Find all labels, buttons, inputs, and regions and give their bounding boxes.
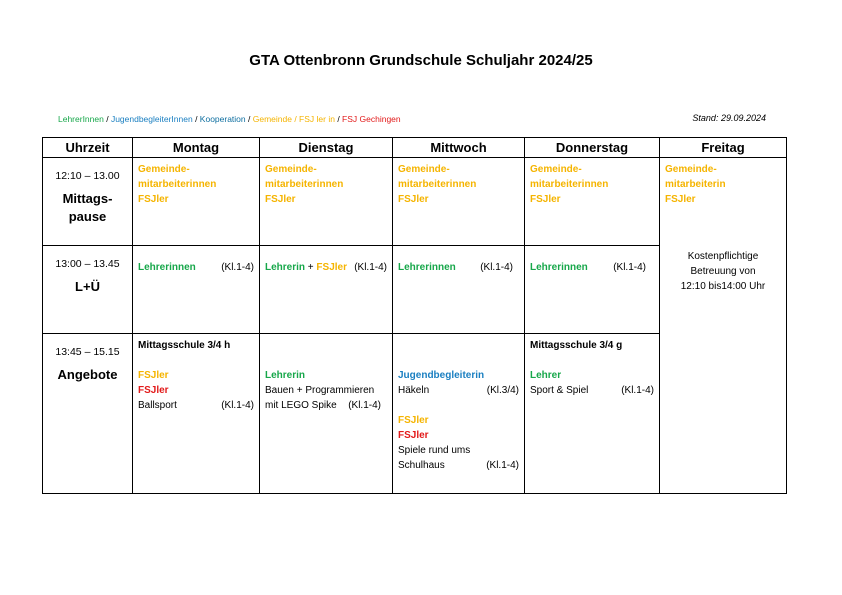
cell-text: mitarbeiterinnen bbox=[398, 179, 477, 190]
cell-mo-angebote bbox=[133, 334, 260, 494]
time-range: 13:45 – 15.15 bbox=[55, 346, 120, 358]
cell-text: mitarbeiterinnen bbox=[530, 179, 609, 190]
klassen-label: (Kl.1-4) bbox=[348, 400, 381, 411]
header-mittwoch: Mittwoch bbox=[393, 138, 525, 158]
cell-di-lue bbox=[260, 246, 393, 334]
klassen-label: (Kl.1-4) bbox=[221, 262, 254, 273]
cell-text: Spiele rund ums bbox=[398, 445, 471, 456]
row-label bbox=[43, 190, 132, 226]
cell-text: + bbox=[305, 262, 317, 273]
legend-separator: / bbox=[192, 114, 200, 124]
time-cell bbox=[43, 334, 133, 494]
cell-text: Häkeln bbox=[398, 385, 430, 396]
cell-mo-lue bbox=[133, 246, 260, 334]
cell-text: FSJler bbox=[665, 194, 696, 205]
schedule-table bbox=[42, 137, 787, 494]
time-cell bbox=[43, 246, 133, 334]
legend-fsj-gechingen: FSJ Gechingen bbox=[342, 114, 401, 124]
legend-separator: / bbox=[103, 114, 111, 124]
cell-text: Mittagsschule 3/4 h bbox=[138, 340, 231, 351]
page-title: GTA Ottenbronn Grundschule Schuljahr 2024/25 bbox=[249, 52, 593, 69]
cell-text: Sport & Spiel bbox=[530, 385, 589, 396]
cell-fr bbox=[660, 158, 787, 494]
klassen-label: (Kl.1-4) bbox=[480, 262, 513, 273]
header-dienstag: Dienstag bbox=[260, 138, 393, 158]
header-montag: Montag bbox=[133, 138, 260, 158]
cell-text: FSJler bbox=[138, 385, 169, 396]
cell-text: FSJler bbox=[398, 194, 429, 205]
row-label-line: Mittags- bbox=[62, 191, 113, 206]
cell-text: FSJler bbox=[530, 194, 561, 205]
cell-text: FSJler bbox=[316, 262, 347, 273]
header-row bbox=[43, 138, 787, 158]
klassen-label: (Kl.3/4) bbox=[486, 385, 519, 396]
legend-fsjlerin: FSJ ler in bbox=[299, 114, 335, 124]
klassen-label: (Kl.1-4) bbox=[354, 262, 387, 273]
klassen-label: (Kl.1-4) bbox=[221, 400, 254, 411]
cell-di-angebote bbox=[260, 334, 393, 494]
row-label-line: pause bbox=[68, 209, 107, 224]
cell-text: FSJler bbox=[138, 194, 169, 205]
klassen-label: (Kl.1-4) bbox=[486, 460, 519, 471]
cell-mi-lue bbox=[393, 246, 525, 334]
cell-text: FSJler bbox=[398, 415, 429, 426]
cell-mi-angebote bbox=[393, 334, 525, 494]
cell-text: Gemeinde- bbox=[138, 164, 190, 175]
color-legend bbox=[58, 114, 401, 124]
header-freitag: Freitag bbox=[660, 138, 787, 158]
stand-date: Stand: 29.09.2024 bbox=[692, 113, 766, 123]
cell-text: FSJler bbox=[265, 194, 296, 205]
cell-text: Lehrer bbox=[530, 370, 562, 381]
cell-text: Gemeinde- bbox=[265, 164, 317, 175]
cell-text: Lehrerin bbox=[265, 370, 306, 381]
header-uhrzeit: Uhrzeit bbox=[43, 138, 133, 158]
cell-do-mittag bbox=[525, 158, 660, 246]
cell-text: mitarbeiterinnen bbox=[138, 179, 217, 190]
cell-text: Schulhaus bbox=[398, 460, 445, 471]
cell-text: Lehrerin bbox=[265, 262, 306, 273]
time-cell bbox=[43, 158, 133, 246]
cell-text: Lehrerinnen bbox=[138, 262, 196, 273]
cell-text: FSJler bbox=[138, 370, 169, 381]
cell-text: Ballsport bbox=[138, 400, 177, 411]
cell-text: Bauen + Programmieren bbox=[265, 385, 375, 396]
time-range: 12:10 – 13.00 bbox=[55, 170, 120, 182]
cell-text: Gemeinde- bbox=[398, 164, 450, 175]
cell-text: Gemeinde- bbox=[530, 164, 582, 175]
legend-lehrerinnen: LehrerInnen bbox=[58, 114, 104, 124]
legend-gemeinde: Gemeinde bbox=[252, 114, 292, 124]
cell-di-mittag bbox=[260, 158, 393, 246]
cell-text: Lehrerinnen bbox=[398, 262, 456, 273]
cell-text: mitarbeiterin bbox=[665, 179, 726, 190]
legend-separator: / bbox=[291, 114, 300, 124]
cell-do-angebote bbox=[525, 334, 660, 494]
note-line: 12:10 bis14:00 Uhr bbox=[680, 281, 766, 292]
klassen-label: (Kl.1-4) bbox=[621, 385, 654, 396]
klassen-label: (Kl.1-4) bbox=[613, 262, 646, 273]
note-line: Betreuung von bbox=[690, 266, 756, 277]
row-mittagspause bbox=[43, 158, 787, 246]
note-line: Kostenpflichtige bbox=[687, 251, 759, 262]
cell-text: mit LEGO Spike bbox=[265, 400, 337, 411]
legend-separator: / bbox=[245, 114, 253, 124]
cell-text: Lehrerinnen bbox=[530, 262, 588, 273]
legend-jugendbegleiterinnen: JugendbegleiterInnen bbox=[110, 114, 193, 124]
legend-kooperation: Kooperation bbox=[199, 114, 246, 124]
freitag-betreuung-note bbox=[665, 249, 781, 294]
cell-text: Jugendbegleiterin bbox=[398, 370, 485, 381]
row-label: Angebote bbox=[57, 367, 118, 382]
row-label: L+Ü bbox=[75, 279, 100, 294]
cell-text: mitarbeiterinnen bbox=[265, 179, 344, 190]
cell-mi-mittag bbox=[393, 158, 525, 246]
cell-text: FSJler bbox=[398, 430, 429, 441]
time-range: 13:00 – 13.45 bbox=[55, 258, 120, 270]
cell-do-lue bbox=[525, 246, 660, 334]
legend-separator: / bbox=[334, 114, 343, 124]
cell-text: Gemeinde- bbox=[665, 164, 717, 175]
cell-mo-mittag bbox=[133, 158, 260, 246]
cell-text: Mittagsschule 3/4 g bbox=[530, 340, 623, 351]
header-donnerstag: Donnerstag bbox=[525, 138, 660, 158]
